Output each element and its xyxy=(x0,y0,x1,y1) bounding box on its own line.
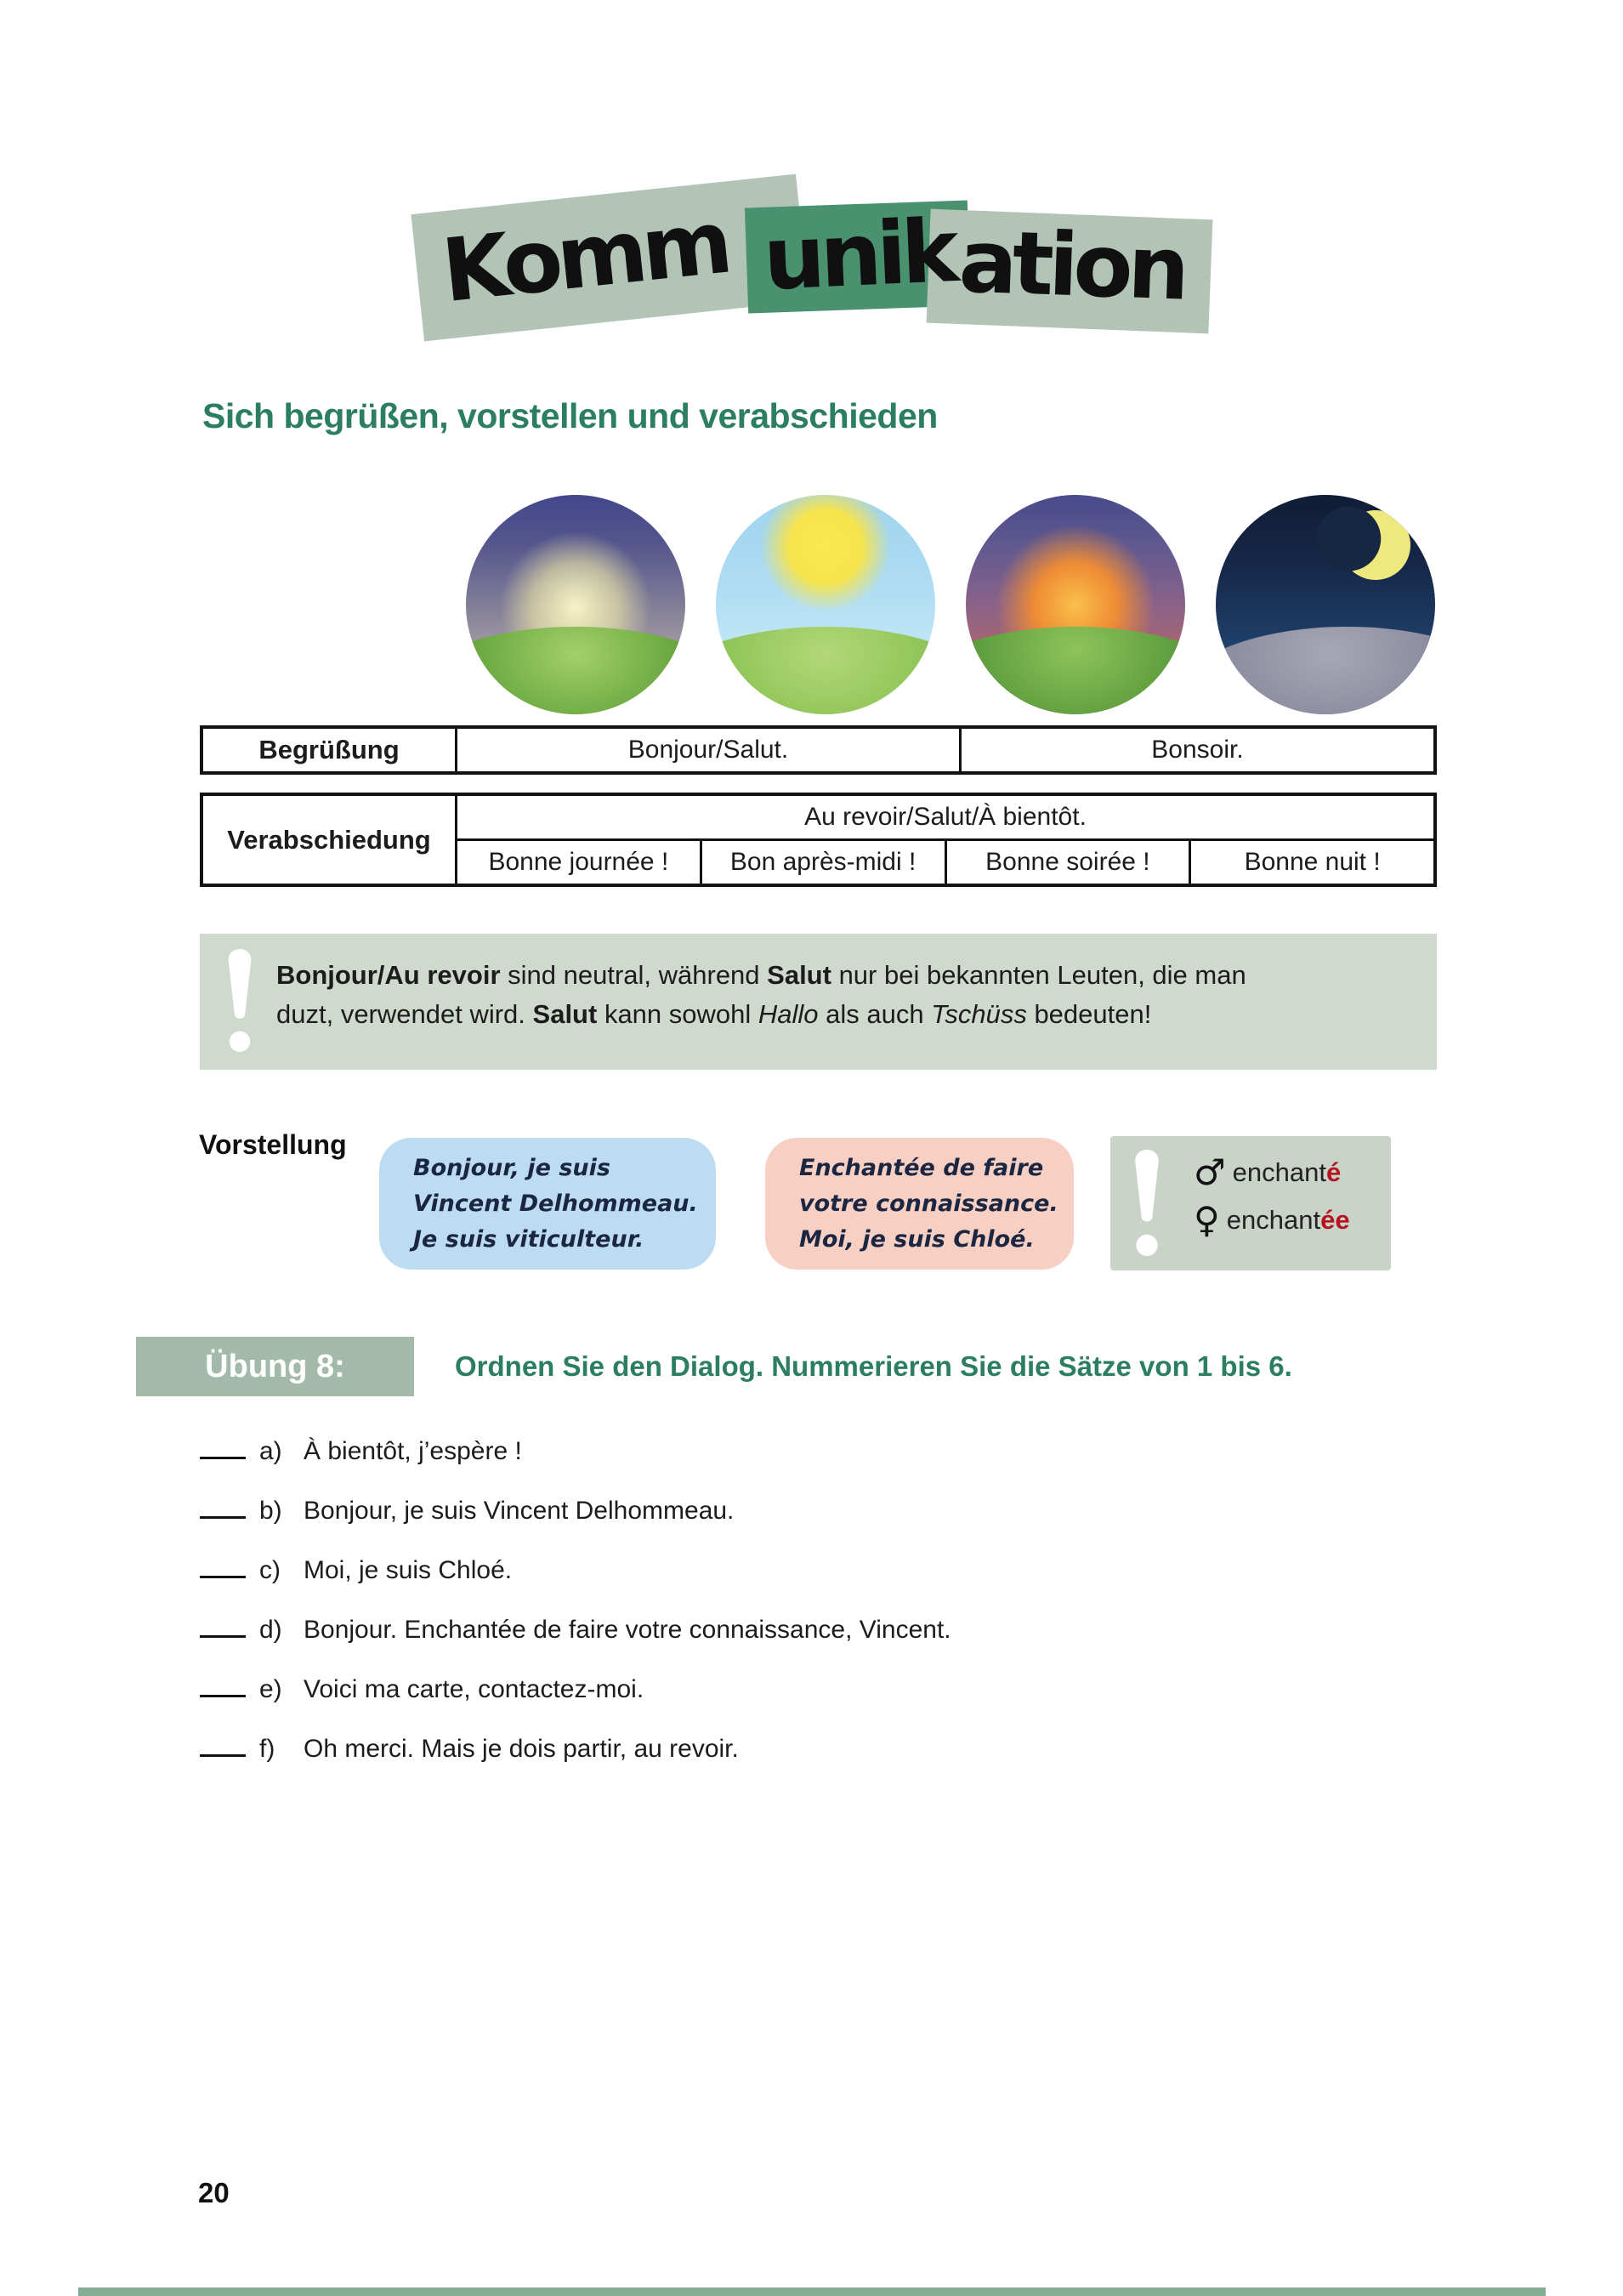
hint-text-segment: Tschüss xyxy=(931,999,1027,1029)
answer-blank[interactable] xyxy=(200,1553,246,1578)
dialog-item xyxy=(200,1672,951,1731)
hint-box xyxy=(200,934,1437,1070)
item-letter: c) xyxy=(259,1556,281,1584)
greeting-table xyxy=(200,725,1437,775)
bubble-line: Je suis viticulteur. xyxy=(413,1225,644,1253)
item-text: À bientôt, j’espère ! xyxy=(304,1437,522,1465)
sunrise-hill xyxy=(466,627,685,714)
hint-text-segment: duzt, verwendet wird. xyxy=(276,999,533,1029)
dialog-item xyxy=(200,1553,951,1612)
hint-text-segment: Salut xyxy=(532,999,598,1029)
enchant-stem: enchant xyxy=(1232,1157,1326,1187)
farewell-cell-afternoon: Bon après-midi ! xyxy=(702,841,945,884)
night-image xyxy=(1216,495,1435,714)
enchant-suffix: é xyxy=(1325,1157,1342,1187)
greeting-cell-evening: Bonsoir. xyxy=(962,729,1433,771)
farewell-anytime-cell: Au revoir/Salut/À bientôt. xyxy=(457,796,1433,838)
item-letter: b) xyxy=(259,1497,282,1525)
item-text: Bonjour. Enchantée de faire votre connaissance, Vincent. xyxy=(304,1616,951,1644)
dialog-item xyxy=(200,1731,951,1791)
speech-bubble-chloe xyxy=(765,1138,1074,1270)
bubble-line: Moi, je suis Chloé. xyxy=(799,1225,1035,1253)
sunrise-image xyxy=(466,495,685,714)
logo-text-unik: unik xyxy=(761,201,956,310)
night-hill xyxy=(1216,627,1435,714)
answer-blank[interactable] xyxy=(200,1612,246,1638)
sunset-hill xyxy=(966,627,1185,714)
bubble-line: Bonjour, je suis xyxy=(413,1154,610,1181)
hint-text-segment: nur bei bekannten Leuten, die man xyxy=(831,960,1246,990)
item-letter: d) xyxy=(259,1616,282,1644)
hint-text-segment: als auch xyxy=(818,999,932,1029)
enchant-note-box xyxy=(1110,1136,1391,1270)
bubble-line: Enchantée de faire xyxy=(799,1154,1044,1181)
item-text: Moi, je suis Chloé. xyxy=(304,1556,513,1584)
exercise-instruction: Ordnen Sie den Dialog. Nummerieren Sie die Sätze von 1 bis 6. xyxy=(455,1350,1292,1382)
dialog-list xyxy=(200,1434,951,1791)
enchant-stem: enchant xyxy=(1226,1205,1321,1235)
item-text: Oh merci. Mais je dois partir, au revoir. xyxy=(304,1735,739,1763)
dialog-item xyxy=(200,1434,951,1493)
enchant-word xyxy=(1227,1205,1350,1236)
item-letter: f) xyxy=(259,1735,275,1763)
answer-blank[interactable] xyxy=(200,1493,246,1519)
section-title: Sich begrüßen, vorstellen und verabschieden xyxy=(202,396,938,435)
daytime-image xyxy=(716,495,935,714)
enchant-word xyxy=(1233,1157,1342,1188)
item-letter: e) xyxy=(259,1675,282,1703)
day-hill xyxy=(716,627,935,714)
hint-text xyxy=(276,956,1382,1034)
enchant-rows xyxy=(1194,1151,1350,1241)
hint-text-segment: Salut xyxy=(767,960,831,990)
dialog-item xyxy=(200,1493,951,1553)
answer-blank[interactable] xyxy=(200,1731,246,1757)
exclamation-icon xyxy=(225,949,254,1053)
enchant-suffix: ée xyxy=(1320,1205,1350,1235)
greeting-label: Begrüßung xyxy=(203,729,455,771)
exercise-label-box xyxy=(136,1337,414,1396)
dialog-item xyxy=(200,1612,951,1672)
page-number: 20 xyxy=(198,2177,230,2208)
bottom-accent-bar xyxy=(78,2287,1546,2296)
female-symbol-icon: ♀ xyxy=(1194,1199,1220,1241)
hint-text-segment: sind neutral, während xyxy=(500,960,768,990)
item-text: Voici ma carte, contactez-moi. xyxy=(304,1675,644,1703)
farewell-label: Verabschiedung xyxy=(203,796,455,884)
farewell-cell-morning: Bonne journée ! xyxy=(457,841,700,884)
bubble-line: Vincent Delhommeau. xyxy=(413,1190,698,1217)
answer-blank[interactable] xyxy=(200,1672,246,1697)
hint-text-segment: Hallo xyxy=(758,999,819,1029)
hint-text-segment: kann sowohl xyxy=(597,999,758,1029)
daytime-images-row xyxy=(466,495,1435,714)
farewell-cell-night: Bonne nuit ! xyxy=(1191,841,1433,884)
hint-text-segment: bedeuten! xyxy=(1026,999,1152,1029)
sunset-image xyxy=(966,495,1185,714)
farewell-table xyxy=(200,793,1437,887)
hint-text-segment: Bonjour/Au revoir xyxy=(276,960,501,990)
bubble-line: votre connaissance. xyxy=(799,1190,1058,1217)
exercise-label: Übung 8: xyxy=(205,1348,345,1384)
answer-blank[interactable] xyxy=(200,1434,246,1459)
enchant-row-female xyxy=(1194,1199,1350,1241)
item-text: Bonjour, je suis Vincent Delhommeau. xyxy=(304,1497,735,1525)
logo-text-komm: Komm xyxy=(437,191,733,323)
logo-text-ation: ation xyxy=(957,211,1187,321)
enchant-row-male xyxy=(1194,1151,1350,1193)
speech-bubble-vincent xyxy=(379,1138,716,1270)
male-symbol-icon: ♂ xyxy=(1194,1151,1226,1193)
greeting-cell-day: Bonjour/Salut. xyxy=(457,729,959,771)
item-letter: a) xyxy=(259,1437,282,1465)
farewell-cell-evening: Bonne soirée ! xyxy=(947,841,1189,884)
exclamation-icon xyxy=(1132,1150,1161,1257)
vorstellung-label: Vorstellung xyxy=(199,1129,347,1160)
